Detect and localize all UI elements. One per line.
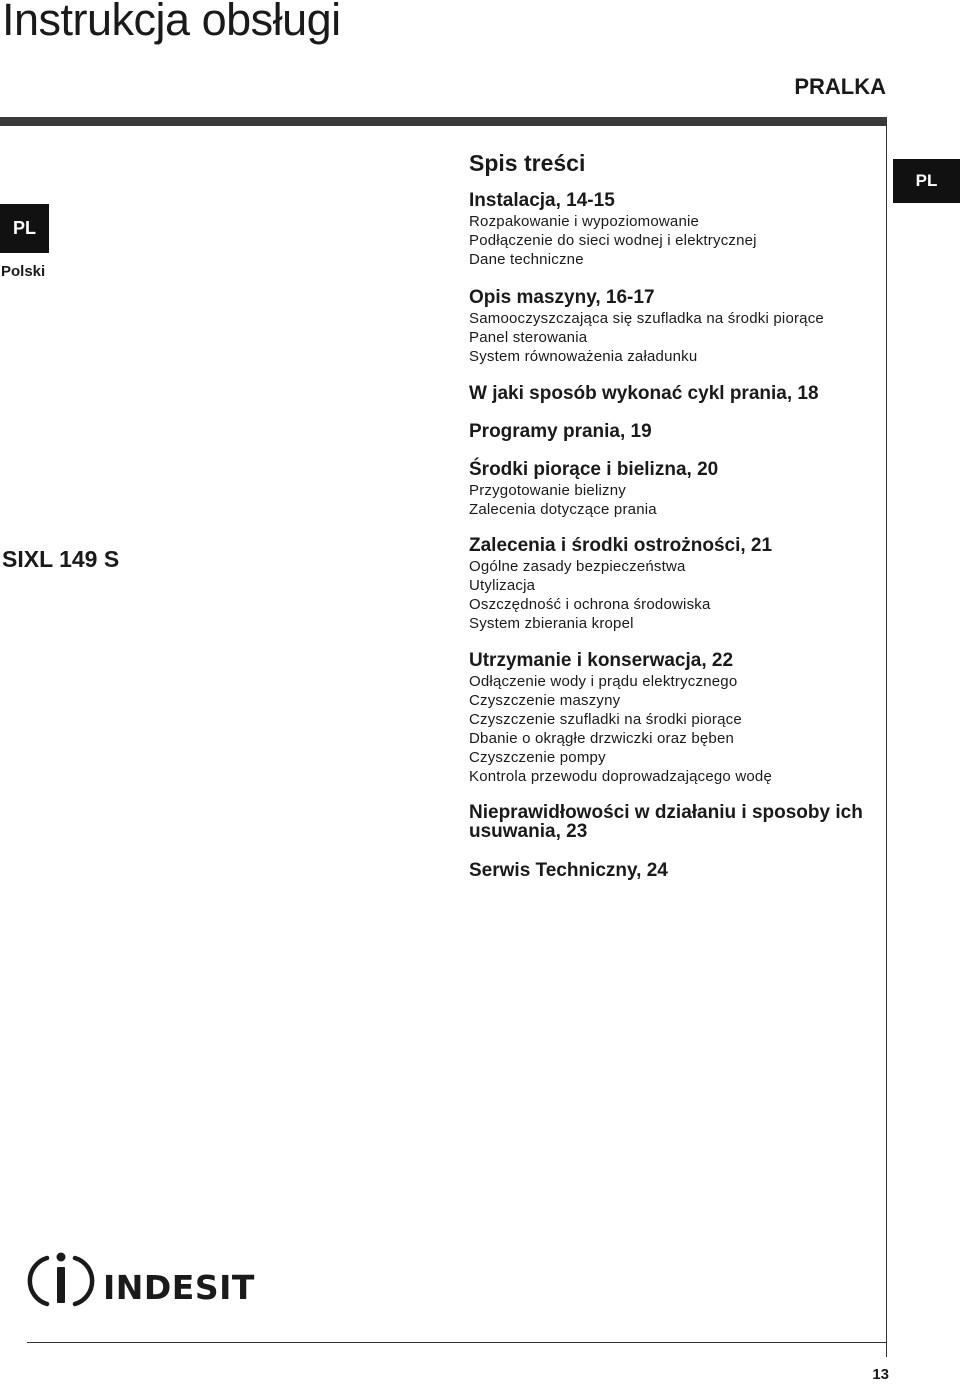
- toc-item[interactable]: Przygotowanie bielizny: [469, 482, 626, 499]
- toc-section: [469, 460, 879, 519]
- toc-item[interactable]: System równoważenia załadunku: [469, 348, 698, 365]
- toc-item[interactable]: Rozpakowanie i wypoziomowanie: [469, 213, 700, 230]
- toc-heading: Spis treści: [469, 150, 586, 176]
- document-title: Instrukcja obsługi: [2, 0, 341, 45]
- toc-item[interactable]: Samooczyszczająca się szufladka na środki piorące: [469, 310, 824, 327]
- language-side-tab: PL: [893, 159, 960, 203]
- toc-section-title[interactable]: Programy prania, 19: [469, 421, 652, 442]
- header-divider: [0, 117, 886, 126]
- toc-item[interactable]: Czyszczenie szufladki na środki piorące: [469, 711, 742, 728]
- brand-name: INDESIT: [103, 1268, 255, 1307]
- toc-item[interactable]: Czyszczenie pompy: [469, 749, 606, 766]
- vertical-divider: [886, 117, 887, 1357]
- toc-item[interactable]: Ogólne zasady bezpieczeństwa: [469, 558, 686, 575]
- toc-section: [469, 803, 879, 841]
- toc-item[interactable]: Czyszczenie maszyny: [469, 692, 621, 709]
- toc-section: [469, 422, 879, 441]
- toc-section-title[interactable]: Środki piorące i bielizna, 20: [469, 459, 719, 480]
- toc-item[interactable]: System zbierania kropel: [469, 615, 634, 632]
- toc-item[interactable]: Oszczędność i ochrona środowiska: [469, 596, 711, 613]
- language-name: Polski: [1, 263, 46, 280]
- toc-section: [469, 191, 879, 269]
- toc-section-title[interactable]: Utrzymanie i konserwacja, 22: [469, 650, 734, 671]
- toc-section-title[interactable]: Instalacja, 14-15: [469, 190, 615, 211]
- toc-section-title[interactable]: W jaki sposób wykonać cykl prania, 18: [469, 383, 819, 404]
- language-badge: PL: [0, 204, 49, 253]
- toc-section-title[interactable]: Zalecenia i środki ostrożności, 21: [469, 535, 773, 556]
- indesit-logo-graphic: [27, 1248, 277, 1312]
- toc-section-title[interactable]: Nieprawidłowości w działaniu i sposoby ich usuwania, 23: [469, 802, 863, 842]
- toc-section: [469, 536, 879, 633]
- toc-section: [469, 861, 879, 880]
- indesit-logo: [27, 1248, 277, 1317]
- toc-section: [469, 384, 879, 403]
- toc-item[interactable]: Dane techniczne: [469, 251, 584, 268]
- toc-item[interactable]: Odłączenie wody i prądu elektrycznego: [469, 673, 738, 690]
- toc-section: [469, 651, 879, 786]
- toc-section: [469, 288, 879, 366]
- toc-item[interactable]: Dbanie o okrągłe drzwiczki oraz bęben: [469, 730, 735, 747]
- toc-item[interactable]: Kontrola przewodu doprowadzającego wodę: [469, 768, 772, 785]
- page-number: 13: [872, 1366, 889, 1383]
- toc-item[interactable]: Podłączenie do sieci wodnej i elektrycznej: [469, 232, 757, 249]
- toc-section-title[interactable]: Opis maszyny, 16-17: [469, 287, 655, 308]
- footer-divider: [27, 1342, 886, 1343]
- model-name: SIXL 149 S: [2, 546, 120, 572]
- toc-section-title[interactable]: Serwis Techniczny, 24: [469, 860, 668, 881]
- table-of-contents: [469, 191, 879, 898]
- toc-item[interactable]: Panel sterowania: [469, 329, 588, 346]
- product-category: PRALKA: [794, 74, 886, 99]
- toc-item[interactable]: Zalecenia dotyczące prania: [469, 501, 657, 518]
- toc-item[interactable]: Utylizacja: [469, 577, 536, 594]
